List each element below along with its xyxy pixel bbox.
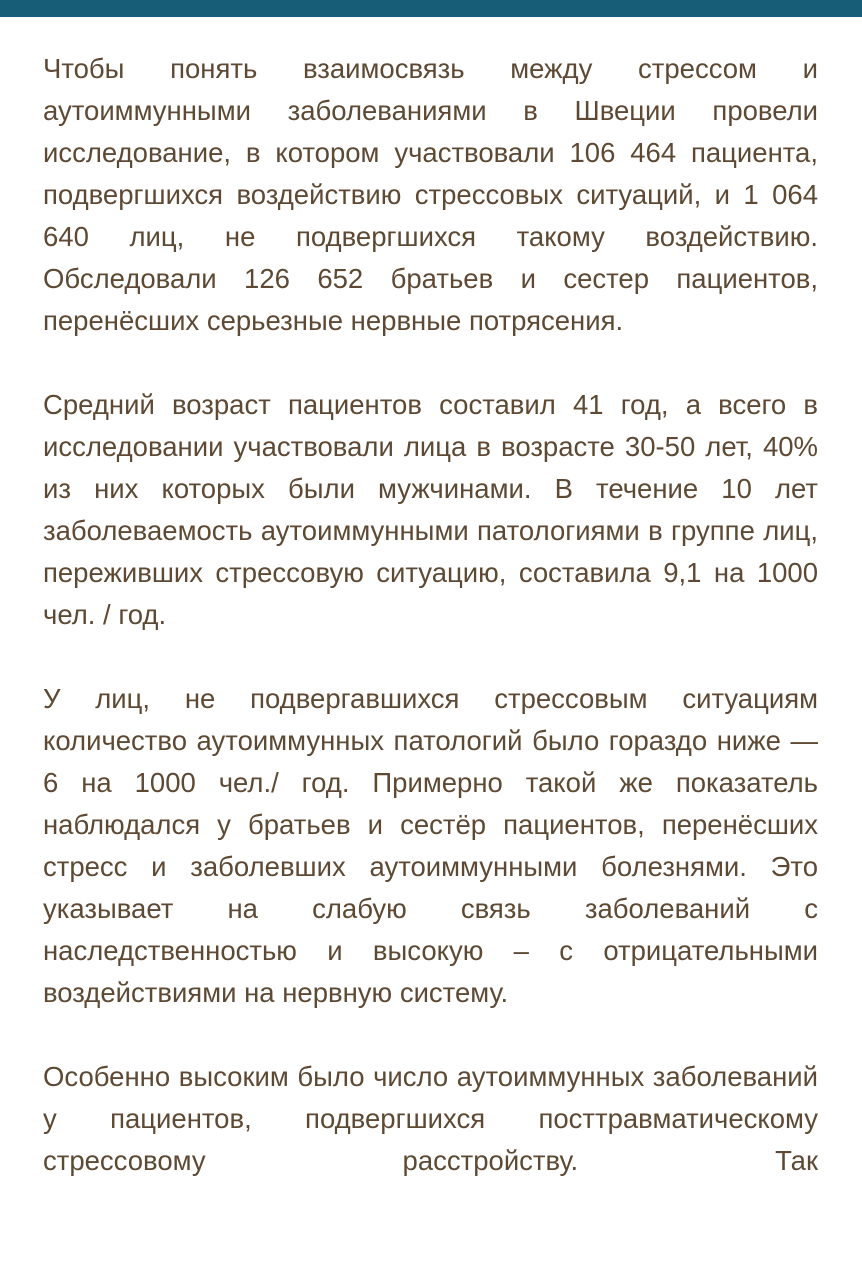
paragraph-ptsd: Особенно высоким было число аутоиммунных заболеваний у пациентов, подвергшихся посттравматическому стрессовому расстройству. Так — [43, 1061, 818, 1176]
article-body — [43, 48, 818, 1182]
top-header-bar — [0, 0, 862, 17]
paragraph-comparison: У лиц, не подвергавшихся стрессовым ситуациям количество аутоиммунных патологий было гораздо ниже — 6 на 1000 чел./ год. Примерно такой же показатель наблюдался у братьев и сестёр пациентов, перенёсших стресс и заболевших аутоиммунными болезнями. Это указывает на слабую связь заболеваний с наследственностью и высокую – с отрицательными воздействиями на нервную систему. — [43, 683, 818, 1008]
paragraph-study-design: Чтобы понять взаимосвязь между стрессом и аутоиммунными заболеваниями в Швеции провели исследование, в котором участвовали 106 464 пациента, подвергшихся воздействию стрессовых ситуаций, и 1 064 640 лиц, не подвергшихся такому воздействию. Обследовали 126 652 братьев и сестер пациентов, перенёсших серьезные нервные потрясения. — [43, 53, 818, 336]
paragraph-participants: Средний возраст пациентов составил 41 год, а всего в исследовании участвовали лица в возрасте 30-50 лет, 40% из них которых были мужчинами. В течение 10 лет заболеваемость аутоиммунными патологиями в группе лиц, переживших стрессовую ситуацию, составила 9,1 на 1000 чел. / год. — [43, 389, 818, 630]
